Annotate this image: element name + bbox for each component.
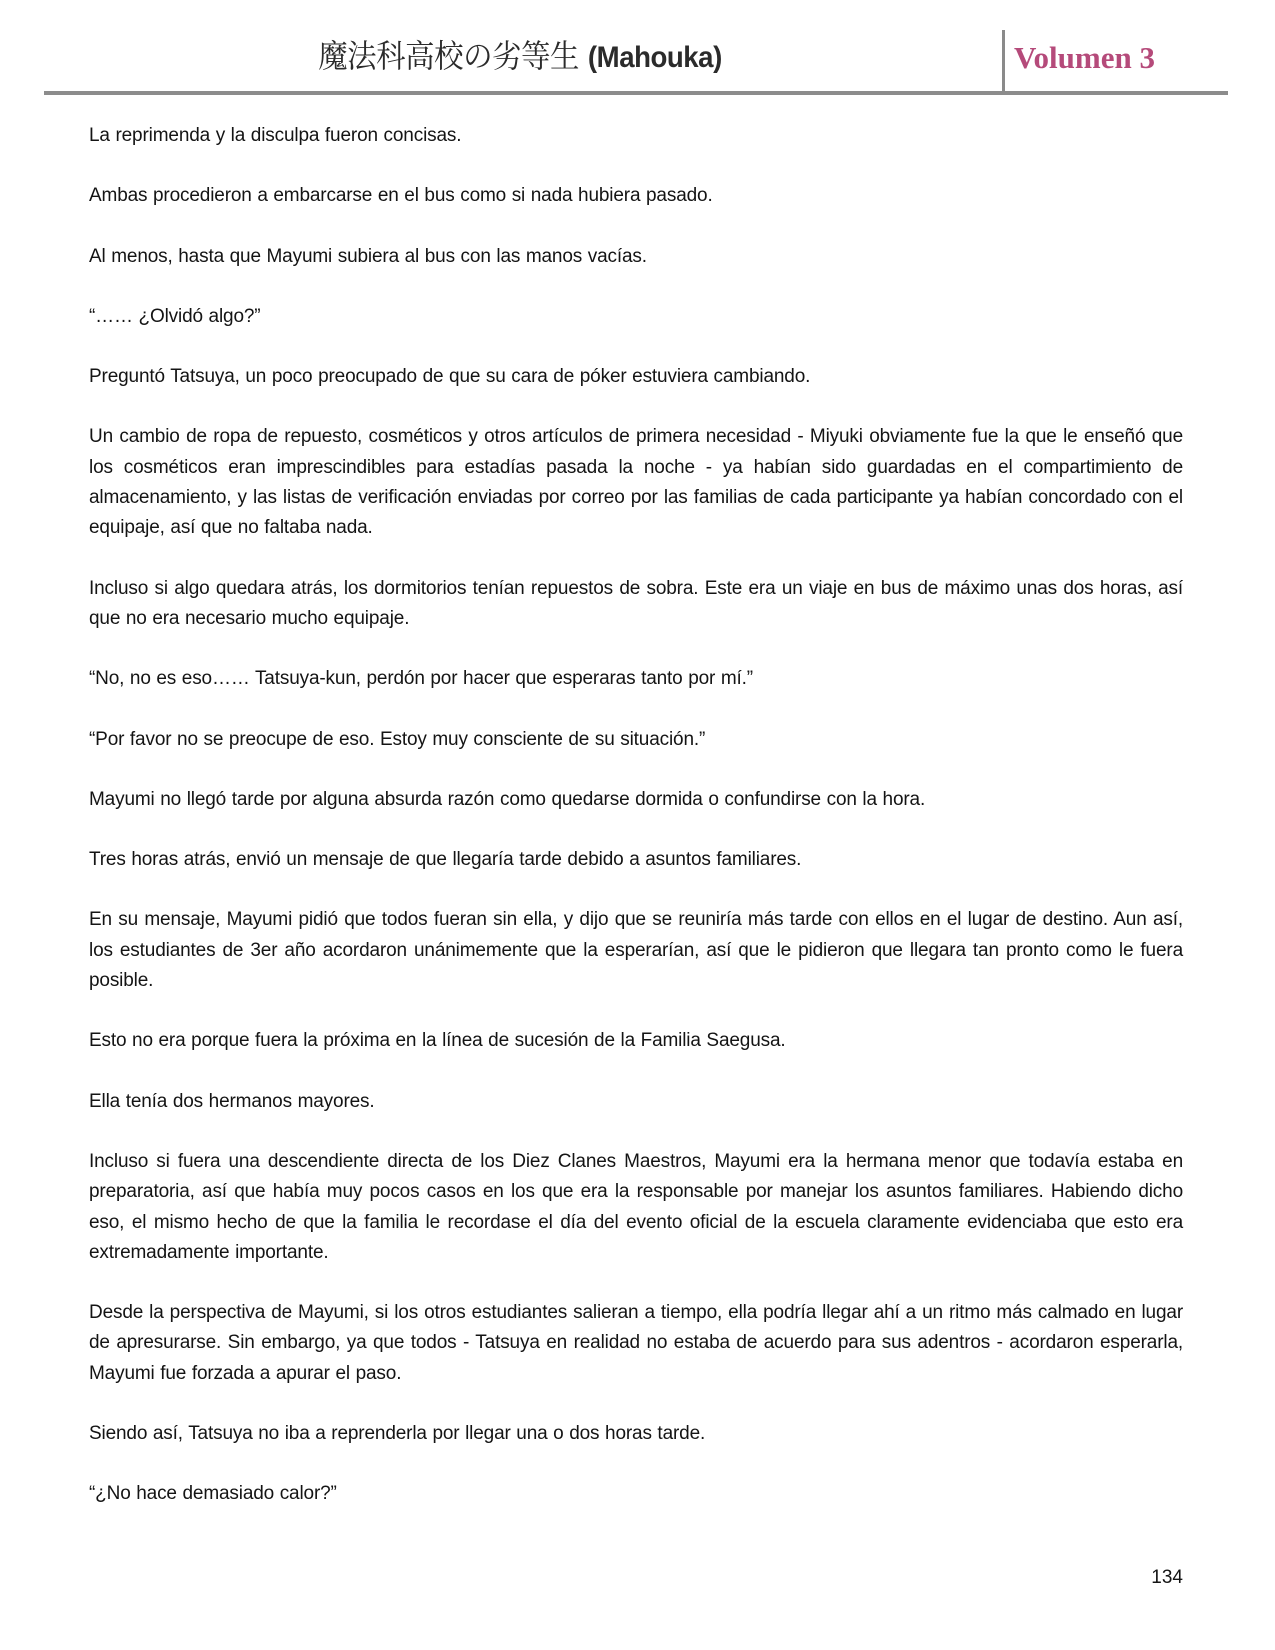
book-title-latin: (Mahouka) xyxy=(587,41,722,74)
page-header xyxy=(0,0,1275,96)
paragraph: “No, no es eso…… Tatsuya-kun, perdón por hacer que esperaras tanto por mí.” xyxy=(89,668,753,690)
paragraph: Un cambio de ropa de repuesto, cosméticos y otros artículos de primera necesidad - Miyuki obviamente fue la que le enseñó que los cosméticos eran imprescindibles para estadías pasada la noche - ya habían sido guardadas en el compartimiento de almacenamiento, y las listas de verificación enviadas por correo por las familias de cada participante ya habían concordado con el equipaje, así que no faltaba nada. xyxy=(89,426,1183,539)
paragraph: Siendo así, Tatsuya no iba a reprenderla por llegar una o dos horas tarde. xyxy=(89,1423,706,1445)
paragraph: “Por favor no se preocupe de eso. Estoy muy consciente de su situación.” xyxy=(89,728,706,750)
paragraph: Al menos, hasta que Mayumi subiera al bus con las manos vacías. xyxy=(89,245,647,267)
paragraph: Ella tenía dos hermanos mayores. xyxy=(89,1090,375,1112)
volume-label: Volumen 3 xyxy=(1014,40,1155,75)
paragraph: “…… ¿Olvidó algo?” xyxy=(89,305,261,327)
paragraph: Desde la perspectiva de Mayumi, si los otros estudiantes salieran a tiempo, ella podría llegar ahí a un ritmo más calmado en lugar de apresurarse. Sin embargo, ya que todos - Tatsuya en realidad no estaba de acuerdo para sus adentros - acordaron esperarla, Mayumi fue forzada a apurar el paso. xyxy=(89,1302,1183,1384)
page-number: 134 xyxy=(1151,1567,1183,1588)
paragraph: Incluso si algo quedara atrás, los dormitorios tenían repuestos de sobra. Este era un viaje en bus de máximo unas dos horas, así que no era necesario mucho equipaje. xyxy=(89,577,1183,629)
page-body xyxy=(89,121,1183,1540)
paragraph: Incluso si fuera una descendiente directa de los Diez Clanes Maestros, Mayumi era la hermana menor que todavía estaba en preparatoria, así que había muy pocos casos en los que era la responsable por manejar los asuntos familiares. Habiendo dicho eso, el mismo hecho de que la familia le recordase el día del evento oficial de la escuela claramente evidenciaba que esto era extremadamente importante. xyxy=(89,1150,1183,1263)
book-title-cjk: 魔法科高校の劣等生 xyxy=(318,37,580,75)
paragraph: La reprimenda y la disculpa fueron concisas. xyxy=(89,125,462,146)
book-title xyxy=(262,36,777,78)
paragraph: Esto no era porque fuera la próxima en la línea de sucesión de la Familia Saegusa. xyxy=(89,1030,786,1052)
paragraph: Preguntó Tatsuya, un poco preocupado de que su cara de póker estuviera cambiando. xyxy=(89,366,811,388)
header-divider xyxy=(1002,30,1005,92)
header-rule xyxy=(44,91,1228,95)
paragraph: Tres horas atrás, envió un mensaje de que llegaría tarde debido a asuntos familiares. xyxy=(89,849,802,871)
paragraph: Mayumi no llegó tarde por alguna absurda razón como quedarse dormida o confundirse con la hora. xyxy=(89,788,926,810)
paragraph: “¿No hace demasiado calor?” xyxy=(89,1483,337,1505)
paragraph: En su mensaje, Mayumi pidió que todos fueran sin ella, y dijo que se reuniría más tarde con ellos en el lugar de destino. Aun así, los estudiantes de 3er año acordaron unánimemente que la esperarían, así que le pidieron que llegara tan pronto como le fuera posible. xyxy=(89,909,1183,992)
paragraph: Ambas procedieron a embarcarse en el bus como si nada hubiera pasado. xyxy=(89,185,713,207)
